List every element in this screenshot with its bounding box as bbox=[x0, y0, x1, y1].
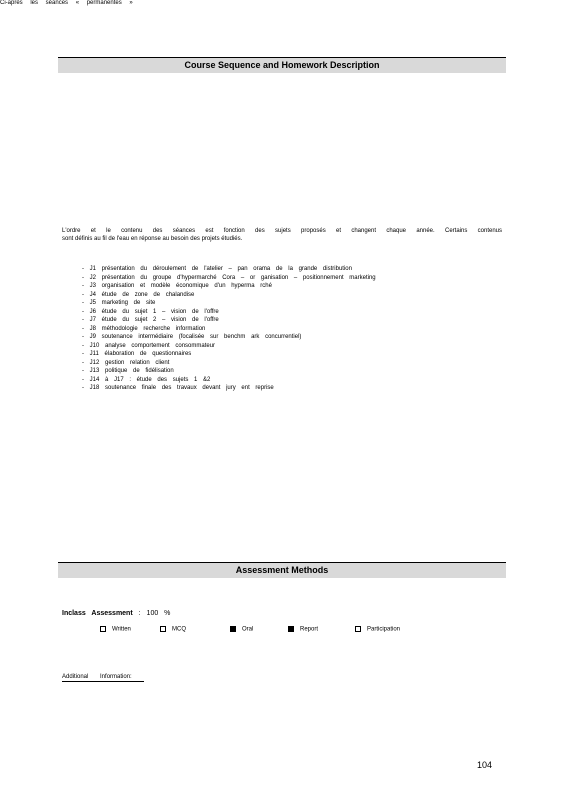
option-oral-label: Oral bbox=[242, 626, 254, 633]
sessions-intro: Ci-après les séances « permanentes » bbox=[0, 0, 133, 6]
checkbox-report[interactable] bbox=[288, 626, 294, 632]
option-written-label: Written bbox=[112, 626, 131, 633]
session-item: - J13 politique de fidélisation bbox=[82, 368, 174, 374]
intro-line-2: sont définis au fil de l'eau en réponse au besoin des projets étudiés. bbox=[62, 236, 243, 242]
session-item: - J11 élaboration de questionnaires bbox=[82, 351, 192, 357]
session-item: - J4 étude de zone de chalandise bbox=[82, 291, 195, 298]
session-item: - J5 marketing de site bbox=[82, 300, 156, 306]
session-item: - J1 présentation du déroulement de l'atelier – pan orama de la grande distribution bbox=[82, 266, 352, 272]
session-item: - J9 soutenance intermédiaire (focalisée sur benchm ark concurrentiel) bbox=[82, 334, 302, 340]
session-item: - J18 soutenance finale des travaux devant jury ent reprise bbox=[82, 385, 274, 391]
checkbox-oral[interactable] bbox=[230, 626, 236, 632]
session-item: - J3 organisation et modèle économique d'un hyperma rché bbox=[82, 283, 272, 289]
course-sequence-header: Course Sequence and Homework Description bbox=[58, 57, 506, 73]
session-item: - J12 gestion relation client bbox=[82, 359, 170, 366]
inclass-assessment bbox=[62, 610, 170, 617]
option-participation-label: Participation bbox=[367, 626, 401, 633]
assessment-methods-header: Assessment Methods bbox=[58, 562, 506, 578]
session-item: - J6 étude du sujet 1 – vision de l'offre bbox=[82, 308, 219, 315]
option-mcq-label: MCQ bbox=[172, 626, 186, 633]
option-written[interactable] bbox=[100, 626, 131, 633]
session-item: - J2 présentation du groupe d'hypermarché Cora – or ganisation – positionnement marketing bbox=[82, 274, 376, 281]
option-participation[interactable] bbox=[355, 626, 400, 633]
inclass-assessment-label: Inclass Assessment bbox=[62, 610, 133, 617]
session-item: - J10 analyse comportement consommateur bbox=[82, 342, 216, 349]
intro-line-1: L'ordre et le contenu des séances est fonction des sujets proposés et changent chaque année. Certains contenus bbox=[62, 228, 502, 234]
option-mcq[interactable] bbox=[160, 626, 186, 633]
sessions-list bbox=[82, 265, 376, 393]
option-report-label: Report bbox=[300, 626, 319, 633]
session-item: - J14 à J17 : étude des sujets 1 &2 bbox=[82, 376, 211, 383]
session-item: - J7 étude du sujet 2 – vision de l'offre bbox=[82, 317, 219, 323]
option-oral[interactable] bbox=[230, 626, 253, 633]
option-report[interactable] bbox=[288, 626, 318, 633]
checkbox-written[interactable] bbox=[100, 626, 106, 632]
page-number: 104 bbox=[477, 760, 493, 770]
checkbox-participation[interactable] bbox=[355, 626, 361, 632]
additional-information-label: Additional Information: bbox=[62, 674, 144, 682]
inclass-assessment-value: : 100 % bbox=[138, 610, 171, 617]
session-item: - J8 méthodologie recherche information bbox=[82, 325, 206, 332]
intro-paragraph bbox=[62, 227, 502, 243]
checkbox-mcq[interactable] bbox=[160, 626, 166, 632]
